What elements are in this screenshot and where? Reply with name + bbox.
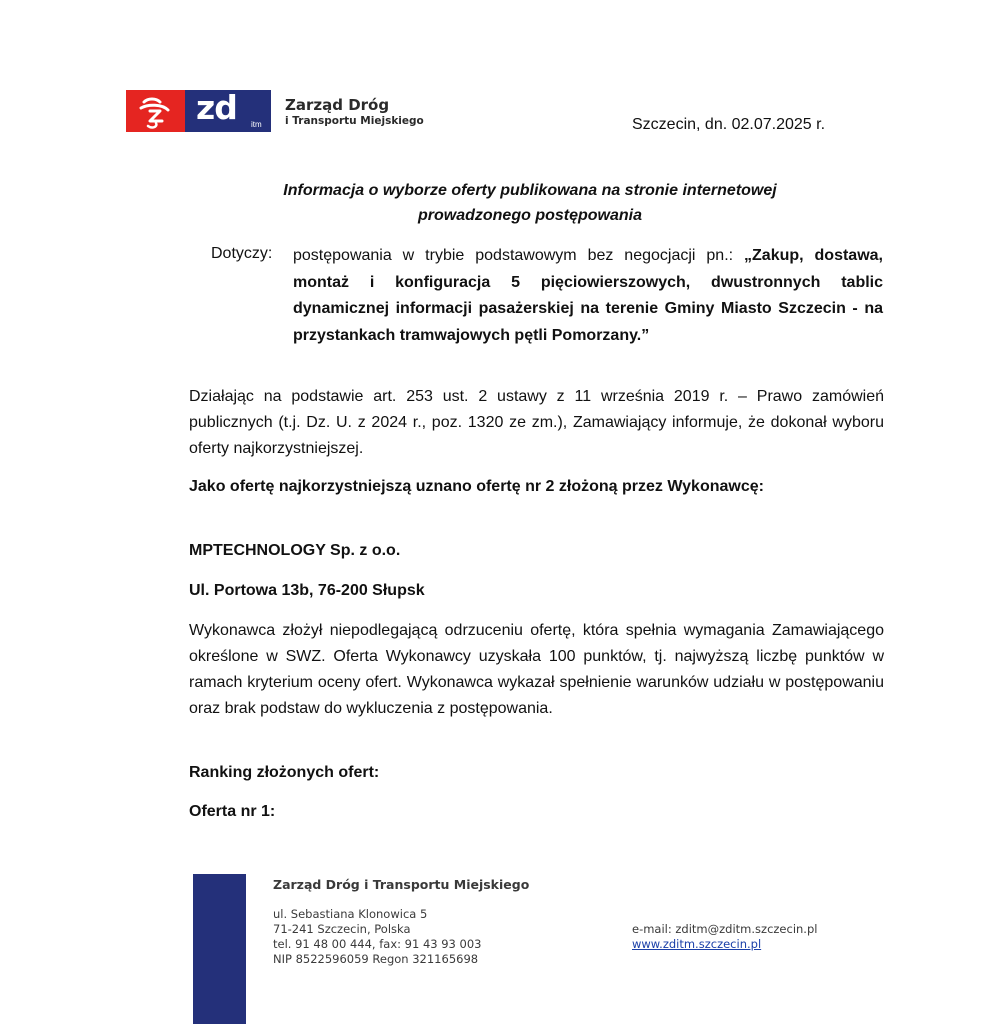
legal-basis-paragraph: Działając na podstawie art. 253 ust. 2 ustawy z 11 września 2019 r. – Prawo zamówień publicznych (t.j. Dz. U. z 2024 r., poz. 1320 ze zm.), Zamawiający informuje, że dokonał wyboru oferty najkorzystniejszej. <box>189 388 884 457</box>
logo-red-block <box>126 90 185 132</box>
offer-1-heading: Oferta nr 1: <box>189 803 276 820</box>
document-date: Szczecin, dn. 02.07.2025 r. <box>632 116 826 133</box>
document-title-line2: prowadzonego postępowania <box>417 207 642 224</box>
logo-emblem-icon <box>126 90 185 132</box>
footer-org-name: Zarząd Dróg i Transportu Miejskiego <box>273 877 530 892</box>
ranking-heading: Ranking złożonych ofert: <box>189 764 380 781</box>
footer-accent-bar <box>193 874 246 1024</box>
logo-zd-text: zd <box>196 88 237 127</box>
footer-nip-regon: NIP 8522596059 Regon 321165698 <box>273 952 479 966</box>
contractor-name: MPTECHNOLOGY Sp. z o.o. <box>189 542 401 559</box>
dotyczy-text <box>293 243 883 349</box>
dotyczy-intro: postępowania w trybie podstawowym bez negocjacji pn.: <box>293 247 745 264</box>
footer-phone: tel. 91 48 00 444, fax: 91 43 93 003 <box>273 937 482 951</box>
best-offer-paragraph: Jako ofertę najkorzystniejszą uznano ofertę nr 2 złożoną przez Wykonawcę: <box>189 478 764 495</box>
footer-website-link[interactable]: www.zditm.szczecin.pl <box>632 937 762 951</box>
footer-email: e-mail: zditm@zditm.szczecin.pl <box>632 922 818 936</box>
footer-address-line1: ul. Sebastiana Klonowica 5 <box>273 907 428 921</box>
org-name-line2: i Transportu Miejskiego <box>285 115 424 127</box>
document-title-line1: Informacja o wyborze oferty publikowana na stronie internetowej <box>283 182 777 199</box>
contractor-address: Ul. Portowa 13b, 76-200 Słupsk <box>189 582 425 599</box>
dotyczy-label: Dotyczy: <box>211 245 273 262</box>
justification-paragraph: Wykonawca złożył niepodlegającą odrzuceniu ofertę, która spełnia wymagania Zamawiającego określone w SWZ. Oferta Wykonawcy uzyskała 100 punktów, tj. najwyższą liczbę punktów w ramach kryterium oceny ofert. Wykonawca wykazał spełnienie warunków udziału w postępowaniu oraz brak podstaw do wykluczenia z postępowania. <box>189 622 884 717</box>
footer-address-line2: 71-241 Szczecin, Polska <box>273 922 411 936</box>
org-name-line1: Zarząd Dróg <box>285 96 390 114</box>
dotyczy-subject: „Zakup, dostawa, montaż i konfiguracja 5 pięciowierszowych, dwustronnych tablic dynamicznej informacji pasażerskiej na terenie Gminy Miasto Szczecin - na przystankach tramwajowych pętli Pomorzany.” <box>293 247 883 344</box>
logo-itm-text: itm <box>251 120 262 129</box>
